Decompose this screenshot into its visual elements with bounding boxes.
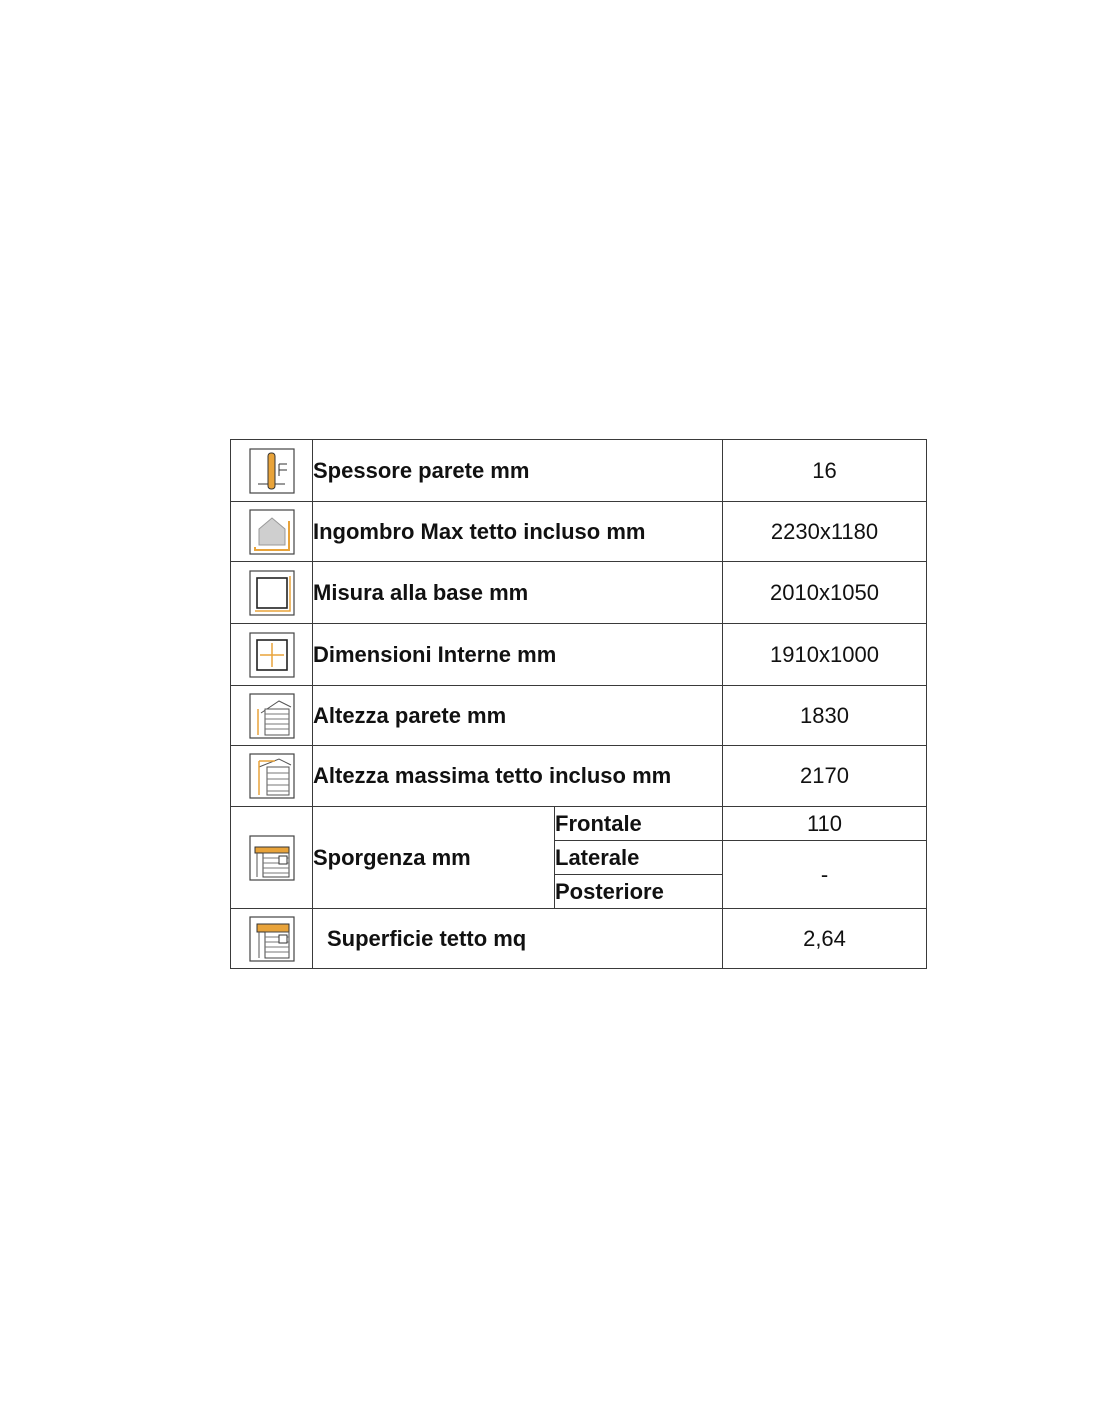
roof-surface-icon bbox=[249, 916, 295, 962]
row-label: Altezza parete mm bbox=[313, 686, 723, 746]
row-label: Ingombro Max tetto incluso mm bbox=[313, 502, 723, 562]
wall-height-icon bbox=[249, 693, 295, 739]
row-value: 16 bbox=[723, 440, 927, 502]
row-value: 1830 bbox=[723, 686, 927, 746]
table-row bbox=[231, 686, 927, 746]
table-row bbox=[231, 562, 927, 624]
row-label: Misura alla base mm bbox=[313, 562, 723, 624]
roof-overhang-icon bbox=[249, 835, 295, 881]
row-label: Dimensioni Interne mm bbox=[313, 624, 723, 686]
wall-thickness-icon bbox=[249, 448, 295, 494]
row-value: 2170 bbox=[723, 746, 927, 807]
overhang-rear-label: Posteriore bbox=[555, 875, 723, 909]
overhang-front-value: 110 bbox=[723, 807, 927, 841]
interior-dimensions-icon bbox=[249, 632, 295, 678]
max-height-icon bbox=[249, 753, 295, 799]
specification-table bbox=[230, 439, 927, 969]
table-row bbox=[231, 440, 927, 502]
row-value: 2010x1050 bbox=[723, 562, 927, 624]
overhang-side-rear-value: - bbox=[723, 841, 927, 909]
roof-surface-value: 2,64 bbox=[723, 909, 927, 969]
table-row bbox=[231, 502, 927, 562]
table-row bbox=[231, 807, 927, 841]
roof-footprint-icon bbox=[249, 509, 295, 555]
table-row bbox=[231, 624, 927, 686]
row-label: Spessore parete mm bbox=[313, 440, 723, 502]
row-label: Altezza massima tetto incluso mm bbox=[313, 746, 723, 807]
overhang-side-label: Laterale bbox=[555, 841, 723, 875]
base-square-icon bbox=[249, 570, 295, 616]
row-value: 1910x1000 bbox=[723, 624, 927, 686]
overhang-label: Sporgenza mm bbox=[313, 807, 555, 909]
overhang-front-label: Frontale bbox=[555, 807, 723, 841]
table-row bbox=[231, 746, 927, 807]
table-row bbox=[231, 909, 927, 969]
roof-surface-label: Superficie tetto mq bbox=[313, 909, 723, 969]
row-value: 2230x1180 bbox=[723, 502, 927, 562]
